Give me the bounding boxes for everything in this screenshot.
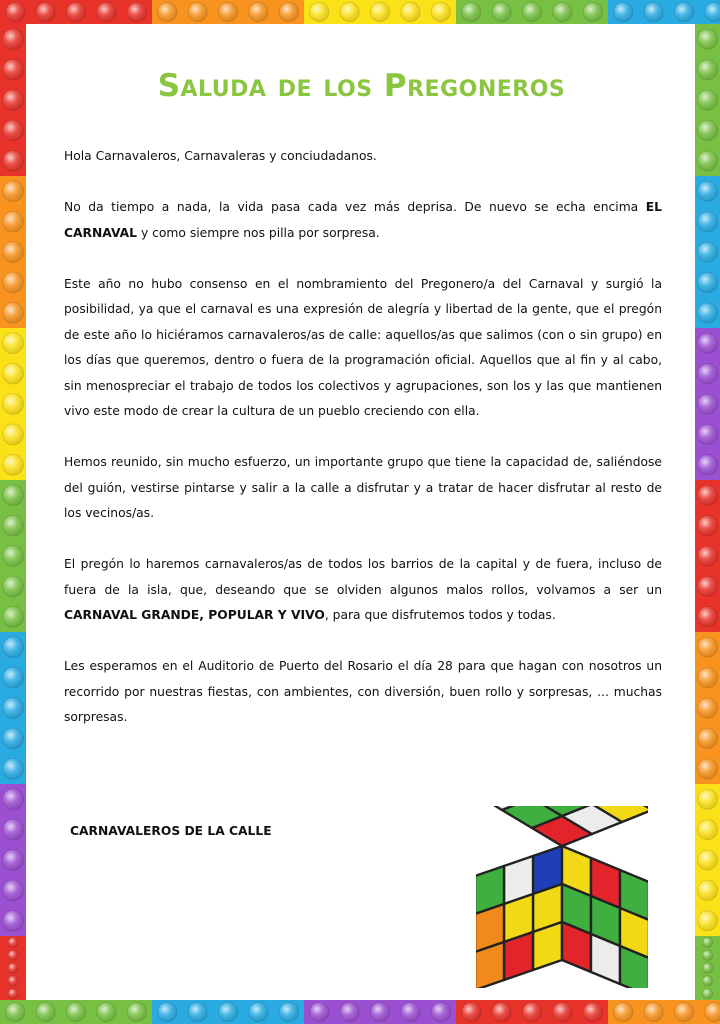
page-title: Saluda de los Pregoneros [157, 68, 566, 104]
paragraph-5: Les esperamos en el Auditorio de Puerto del Rosario el día 28 para que hagan con nosotros un recorrido por nuestras fiestas, con ambientes, con diversión, buen rollo y sorpresas, ... muchas sorpresas. [64, 659, 662, 724]
paragraph-4-bold: CARNAVAL GRANDE, POPULAR Y VIVO [64, 608, 325, 622]
paragraph-1-text-a: No da tiempo a nada, la vida pasa cada vez más deprisa. De nuevo se echa encima [64, 200, 646, 214]
paragraph-1-text-c: y como siempre nos pilla por sorpresa. [137, 225, 380, 240]
paragraph-1 [64, 195, 662, 246]
paragraph-4-text-c: , para que disfrutemos todos y todas. [324, 608, 556, 622]
paragraph-4-text-a: El pregón lo haremos carnavaleros/as de todos los barrios de la capital y de fuera, incluso de fuera de la isla, que, deseando que se olviden algunos malos rollos, volvamos a ser un [64, 557, 662, 597]
paragraph-1-bold: EL CARNAVAL [64, 200, 662, 240]
paragraph-2: Este año no hubo consenso en el nombramiento del Pregonero/a del Carnaval y surgió la posibilidad, ya que el carnaval es una expresión de alegría y libertad de la gente, que el pregón de este año lo hiciéramos carnavaleros/as de calle: aquellos/as que salimos (con o sin grupo) en los días que queremos, dentro o fuera de la programación oficial. Aquellos que al fin y al cabo, sin menospreciar el trabajo de todos los colectivos y agrupaciones, son los y las que mantienen vivo este modo de crear la cultura de un pueblo creciendo con ella. [64, 276, 662, 418]
paragraph-4 [64, 552, 662, 629]
greeting-paragraph: Hola Carnavaleros, Carnavaleras y conciudadanos. [64, 149, 377, 163]
paragraph-3: Hemos reunido, sin mucho esfuerzo, un importante grupo que tiene la capacidad de, saliéndose del guión, vestirse pintarse y salir a la calle a disfrutar y a tratar de hacer disfrutar al resto de los vecinos/as. [64, 455, 662, 520]
letter-body [64, 144, 662, 756]
letter-page [28, 24, 695, 1000]
rubiks-cube-icon [476, 806, 648, 988]
signature: CARNAVALEROS DE LA CALLE [70, 824, 272, 838]
